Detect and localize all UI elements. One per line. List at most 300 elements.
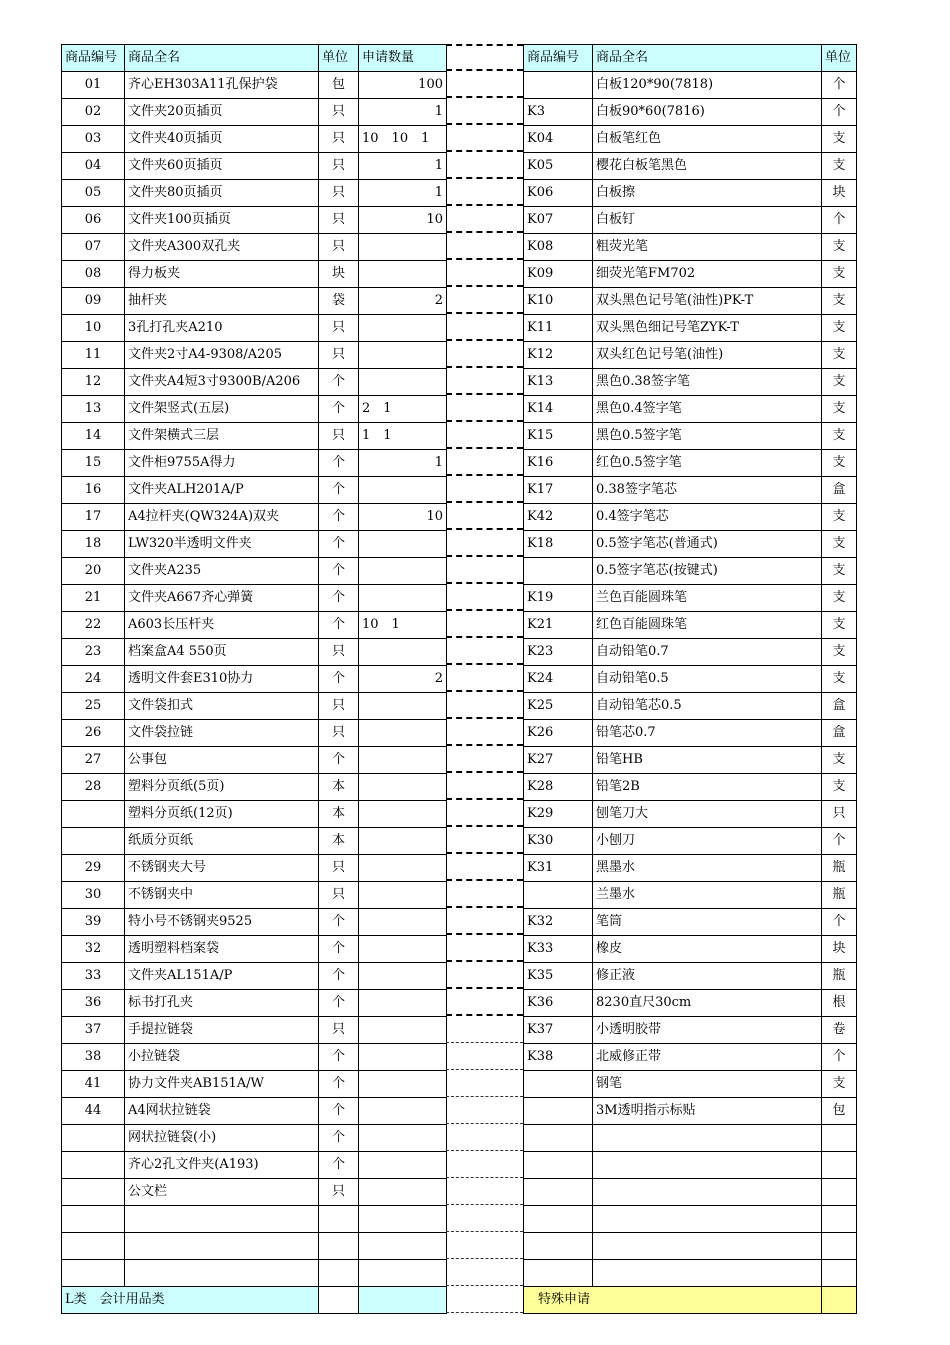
product-name-cell[interactable]: 协力文件夹AB151A/W <box>125 1071 319 1098</box>
product-name-cell[interactable]: 白板120*90(7818) <box>593 72 822 99</box>
unit-cell[interactable]: 只 <box>319 423 359 450</box>
unit-cell[interactable]: 支 <box>822 369 857 396</box>
quantity-cell[interactable] <box>359 774 447 801</box>
product-name-cell[interactable]: 0.5签字笔芯(按键式) <box>593 558 822 585</box>
unit-cell[interactable]: 只 <box>319 234 359 261</box>
product-code-cell[interactable] <box>524 1071 593 1098</box>
product-name-cell[interactable]: 不锈钢夹大号 <box>125 855 319 882</box>
product-name-cell[interactable]: 兰色百能圆珠笔 <box>593 585 822 612</box>
quantity-cell[interactable] <box>359 855 447 882</box>
product-code-cell[interactable]: 41 <box>62 1071 125 1098</box>
product-name-cell[interactable]: 双头黑色细记号笔ZYK-T <box>593 315 822 342</box>
product-name-cell[interactable]: 文件夹40页插页 <box>125 126 319 153</box>
product-name-cell[interactable]: 文件夹A4短3寸9300B/A206 <box>125 369 319 396</box>
product-name-cell[interactable]: 0.4签字笔芯 <box>593 504 822 531</box>
quantity-cell[interactable]: 10 10 1 <box>359 126 447 153</box>
product-name-cell[interactable]: 小拉链袋 <box>125 1044 319 1071</box>
product-name-cell[interactable]: 兰墨水 <box>593 882 822 909</box>
unit-cell[interactable] <box>822 1233 857 1260</box>
product-name-cell[interactable]: 橡皮 <box>593 936 822 963</box>
unit-cell[interactable]: 个 <box>319 666 359 693</box>
quantity-cell[interactable]: 1 1 <box>359 423 447 450</box>
quantity-cell[interactable] <box>359 801 447 828</box>
product-code-cell[interactable]: 01 <box>62 72 125 99</box>
product-code-cell[interactable]: K06 <box>524 180 593 207</box>
product-name-cell[interactable]: 双头黑色记号笔(油性)PK-T <box>593 288 822 315</box>
product-name-cell[interactable]: 笔筒 <box>593 909 822 936</box>
product-name-cell[interactable]: 文件夹2寸A4-9308/A205 <box>125 342 319 369</box>
product-code-cell[interactable] <box>62 1179 125 1206</box>
unit-cell[interactable]: 个 <box>319 1152 359 1179</box>
product-code-cell[interactable]: 15 <box>62 450 125 477</box>
product-name-cell[interactable]: 文件架竖式(五层) <box>125 396 319 423</box>
product-name-cell[interactable]: 文件夹20页插页 <box>125 99 319 126</box>
product-code-cell[interactable]: 28 <box>62 774 125 801</box>
unit-cell[interactable]: 包 <box>319 72 359 99</box>
product-name-cell[interactable]: 细荧光笔FM702 <box>593 261 822 288</box>
product-name-cell[interactable] <box>125 1233 319 1260</box>
product-name-cell[interactable]: 黑色0.5签字笔 <box>593 423 822 450</box>
unit-cell[interactable]: 根 <box>822 990 857 1017</box>
unit-cell[interactable]: 卷 <box>822 1017 857 1044</box>
unit-cell[interactable]: 支 <box>822 126 857 153</box>
unit-cell[interactable]: 只 <box>319 207 359 234</box>
product-name-cell[interactable]: 自动铅笔芯0.5 <box>593 693 822 720</box>
product-code-cell[interactable]: K30 <box>524 828 593 855</box>
product-name-cell[interactable]: 黑墨水 <box>593 855 822 882</box>
product-name-cell[interactable]: A603长压杆夹 <box>125 612 319 639</box>
product-name-cell[interactable] <box>125 1206 319 1233</box>
product-name-cell[interactable]: 文件袋拉链 <box>125 720 319 747</box>
product-code-cell[interactable]: 36 <box>62 990 125 1017</box>
unit-cell[interactable] <box>822 1260 857 1287</box>
quantity-cell[interactable]: 100 <box>359 72 447 99</box>
quantity-cell[interactable] <box>359 1044 447 1071</box>
product-code-cell[interactable]: 06 <box>62 207 125 234</box>
product-name-cell[interactable]: 文件柜9755A得力 <box>125 450 319 477</box>
product-name-cell[interactable]: 文件架横式三层 <box>125 423 319 450</box>
unit-cell[interactable]: 本 <box>319 774 359 801</box>
unit-cell[interactable]: 支 <box>822 234 857 261</box>
product-code-cell[interactable]: K09 <box>524 261 593 288</box>
product-code-cell[interactable] <box>62 828 125 855</box>
product-name-cell[interactable]: 樱花白板笔黑色 <box>593 153 822 180</box>
product-name-cell[interactable]: 塑料分页纸(5页) <box>125 774 319 801</box>
unit-cell[interactable]: 个 <box>319 585 359 612</box>
unit-cell[interactable] <box>319 1206 359 1233</box>
unit-cell[interactable]: 个 <box>319 747 359 774</box>
unit-cell[interactable]: 个 <box>319 450 359 477</box>
quantity-cell[interactable] <box>359 1098 447 1125</box>
product-code-cell[interactable]: K27 <box>524 747 593 774</box>
unit-cell[interactable]: 只 <box>319 720 359 747</box>
product-name-cell[interactable]: 透明塑料档案袋 <box>125 936 319 963</box>
product-code-cell[interactable]: K19 <box>524 585 593 612</box>
quantity-cell[interactable]: 1 <box>359 153 447 180</box>
product-name-cell[interactable]: 白板擦 <box>593 180 822 207</box>
unit-cell[interactable]: 瓶 <box>822 963 857 990</box>
unit-cell[interactable]: 个 <box>822 72 857 99</box>
product-code-cell[interactable]: 30 <box>62 882 125 909</box>
unit-cell[interactable]: 只 <box>319 99 359 126</box>
unit-cell[interactable]: 个 <box>822 1044 857 1071</box>
quantity-cell[interactable] <box>359 1125 447 1152</box>
product-code-cell[interactable]: 03 <box>62 126 125 153</box>
product-name-cell[interactable]: 文件夹60页插页 <box>125 153 319 180</box>
quantity-cell[interactable] <box>359 261 447 288</box>
product-code-cell[interactable] <box>62 801 125 828</box>
unit-cell[interactable]: 只 <box>319 693 359 720</box>
unit-cell[interactable]: 个 <box>319 990 359 1017</box>
product-code-cell[interactable]: K11 <box>524 315 593 342</box>
product-name-cell[interactable] <box>125 1260 319 1287</box>
unit-cell[interactable]: 支 <box>822 153 857 180</box>
product-code-cell[interactable]: K04 <box>524 126 593 153</box>
product-code-cell[interactable]: K13 <box>524 369 593 396</box>
product-code-cell[interactable]: K05 <box>524 153 593 180</box>
unit-cell[interactable] <box>319 1233 359 1260</box>
product-code-cell[interactable]: 16 <box>62 477 125 504</box>
unit-cell[interactable]: 个 <box>319 909 359 936</box>
unit-cell[interactable]: 个 <box>822 99 857 126</box>
quantity-cell[interactable] <box>359 963 447 990</box>
quantity-cell[interactable] <box>359 936 447 963</box>
unit-cell[interactable]: 个 <box>319 477 359 504</box>
unit-cell[interactable]: 只 <box>319 1179 359 1206</box>
unit-cell[interactable]: 个 <box>822 909 857 936</box>
quantity-cell[interactable] <box>359 1233 447 1260</box>
unit-cell[interactable]: 盒 <box>822 693 857 720</box>
quantity-cell[interactable] <box>359 747 447 774</box>
unit-cell[interactable]: 只 <box>319 180 359 207</box>
product-code-cell[interactable]: K10 <box>524 288 593 315</box>
product-name-cell[interactable]: 3孔打孔夹A210 <box>125 315 319 342</box>
product-code-cell[interactable] <box>524 1179 593 1206</box>
product-code-cell[interactable] <box>62 1152 125 1179</box>
product-name-cell[interactable]: 0.5签字笔芯(普通式) <box>593 531 822 558</box>
product-name-cell[interactable]: 修正液 <box>593 963 822 990</box>
unit-cell[interactable]: 支 <box>822 342 857 369</box>
product-code-cell[interactable]: K21 <box>524 612 593 639</box>
product-code-cell[interactable]: K26 <box>524 720 593 747</box>
unit-cell[interactable]: 盒 <box>822 477 857 504</box>
quantity-cell[interactable] <box>359 639 447 666</box>
product-code-cell[interactable]: 33 <box>62 963 125 990</box>
product-code-cell[interactable]: 37 <box>62 1017 125 1044</box>
unit-cell[interactable]: 瓶 <box>822 882 857 909</box>
quantity-cell[interactable]: 2 <box>359 666 447 693</box>
quantity-cell[interactable]: 2 1 <box>359 396 447 423</box>
product-code-cell[interactable]: 24 <box>62 666 125 693</box>
quantity-cell[interactable] <box>359 315 447 342</box>
product-name-cell[interactable] <box>593 1179 822 1206</box>
quantity-cell[interactable] <box>359 720 447 747</box>
product-code-cell[interactable]: 26 <box>62 720 125 747</box>
product-name-cell[interactable]: 档案盒A4 550页 <box>125 639 319 666</box>
unit-cell[interactable]: 本 <box>319 828 359 855</box>
unit-cell[interactable] <box>822 1179 857 1206</box>
product-name-cell[interactable]: 透明文件套E310协力 <box>125 666 319 693</box>
product-code-cell[interactable]: K25 <box>524 693 593 720</box>
product-code-cell[interactable]: 04 <box>62 153 125 180</box>
product-code-cell[interactable]: 21 <box>62 585 125 612</box>
quantity-cell[interactable] <box>359 693 447 720</box>
product-code-cell[interactable]: 17 <box>62 504 125 531</box>
product-code-cell[interactable]: K17 <box>524 477 593 504</box>
unit-cell[interactable]: 支 <box>822 612 857 639</box>
quantity-cell[interactable]: 1 <box>359 99 447 126</box>
quantity-cell[interactable] <box>359 342 447 369</box>
product-code-cell[interactable]: 25 <box>62 693 125 720</box>
product-code-cell[interactable]: K08 <box>524 234 593 261</box>
unit-cell[interactable]: 支 <box>822 585 857 612</box>
unit-cell[interactable]: 个 <box>319 1071 359 1098</box>
product-code-cell[interactable]: K16 <box>524 450 593 477</box>
product-name-cell[interactable]: 黑色0.38签字笔 <box>593 369 822 396</box>
product-name-cell[interactable]: 齐心2孔文件夹(A193) <box>125 1152 319 1179</box>
quantity-cell[interactable] <box>359 585 447 612</box>
quantity-cell[interactable] <box>359 369 447 396</box>
product-code-cell[interactable]: K28 <box>524 774 593 801</box>
product-name-cell[interactable]: 特小号不锈钢夹9525 <box>125 909 319 936</box>
product-code-cell[interactable]: 02 <box>62 99 125 126</box>
quantity-cell[interactable] <box>359 1179 447 1206</box>
unit-cell[interactable]: 只 <box>319 855 359 882</box>
unit-cell[interactable]: 个 <box>822 207 857 234</box>
product-name-cell[interactable]: 网状拉链袋(小) <box>125 1125 319 1152</box>
product-code-cell[interactable]: K29 <box>524 801 593 828</box>
product-name-cell[interactable]: 黑色0.4签字笔 <box>593 396 822 423</box>
product-code-cell[interactable]: K33 <box>524 936 593 963</box>
product-code-cell[interactable]: 39 <box>62 909 125 936</box>
product-code-cell[interactable] <box>524 1098 593 1125</box>
product-name-cell[interactable] <box>593 1233 822 1260</box>
product-name-cell[interactable]: 得力板夹 <box>125 261 319 288</box>
quantity-cell[interactable] <box>359 234 447 261</box>
product-code-cell[interactable]: 44 <box>62 1098 125 1125</box>
unit-cell[interactable]: 盒 <box>822 720 857 747</box>
quantity-cell[interactable]: 1 <box>359 450 447 477</box>
product-code-cell[interactable]: K23 <box>524 639 593 666</box>
unit-cell[interactable]: 只 <box>319 342 359 369</box>
product-code-cell[interactable]: K42 <box>524 504 593 531</box>
product-name-cell[interactable] <box>593 1152 822 1179</box>
unit-cell[interactable]: 支 <box>822 747 857 774</box>
product-code-cell[interactable]: 10 <box>62 315 125 342</box>
product-code-cell[interactable]: K15 <box>524 423 593 450</box>
unit-cell[interactable] <box>319 1260 359 1287</box>
product-name-cell[interactable]: 手提拉链袋 <box>125 1017 319 1044</box>
product-code-cell[interactable] <box>524 72 593 99</box>
unit-cell[interactable]: 支 <box>822 261 857 288</box>
product-code-cell[interactable]: 38 <box>62 1044 125 1071</box>
product-name-cell[interactable]: 公文栏 <box>125 1179 319 1206</box>
unit-cell[interactable]: 个 <box>319 531 359 558</box>
product-name-cell[interactable]: 铅笔HB <box>593 747 822 774</box>
unit-cell[interactable]: 个 <box>319 558 359 585</box>
quantity-cell[interactable]: 10 <box>359 504 447 531</box>
unit-cell[interactable]: 只 <box>319 1017 359 1044</box>
quantity-cell[interactable] <box>359 882 447 909</box>
product-name-cell[interactable]: 自动铅笔0.5 <box>593 666 822 693</box>
unit-cell[interactable]: 只 <box>822 801 857 828</box>
product-code-cell[interactable]: 14 <box>62 423 125 450</box>
product-name-cell[interactable]: 小透明胶带 <box>593 1017 822 1044</box>
product-code-cell[interactable]: K14 <box>524 396 593 423</box>
unit-cell[interactable]: 支 <box>822 639 857 666</box>
quantity-cell[interactable] <box>359 1071 447 1098</box>
product-code-cell[interactable] <box>62 1233 125 1260</box>
product-code-cell[interactable]: K31 <box>524 855 593 882</box>
product-name-cell[interactable]: 标书打孔夹 <box>125 990 319 1017</box>
quantity-cell[interactable] <box>359 477 447 504</box>
unit-cell[interactable]: 只 <box>319 126 359 153</box>
quantity-cell[interactable] <box>359 1206 447 1233</box>
product-name-cell[interactable] <box>593 1260 822 1287</box>
unit-cell[interactable]: 支 <box>822 315 857 342</box>
quantity-cell[interactable]: 10 1 <box>359 612 447 639</box>
unit-cell[interactable]: 支 <box>822 531 857 558</box>
product-name-cell[interactable]: 不锈钢夹中 <box>125 882 319 909</box>
quantity-cell[interactable] <box>359 531 447 558</box>
product-name-cell[interactable]: 文件夹ALH201A/P <box>125 477 319 504</box>
quantity-cell[interactable]: 10 <box>359 207 447 234</box>
quantity-cell[interactable] <box>359 1152 447 1179</box>
product-name-cell[interactable]: 文件夹100页插页 <box>125 207 319 234</box>
quantity-cell[interactable] <box>359 828 447 855</box>
product-code-cell[interactable] <box>62 1260 125 1287</box>
product-code-cell[interactable]: K18 <box>524 531 593 558</box>
product-code-cell[interactable]: 12 <box>62 369 125 396</box>
unit-cell[interactable]: 只 <box>319 639 359 666</box>
unit-cell[interactable]: 支 <box>822 423 857 450</box>
product-name-cell[interactable]: 红色0.5签字笔 <box>593 450 822 477</box>
unit-cell[interactable]: 只 <box>319 315 359 342</box>
product-code-cell[interactable] <box>524 1260 593 1287</box>
unit-cell[interactable]: 支 <box>822 1071 857 1098</box>
product-code-cell[interactable] <box>524 1233 593 1260</box>
product-code-cell[interactable]: K24 <box>524 666 593 693</box>
product-name-cell[interactable]: 塑料分页纸(12页) <box>125 801 319 828</box>
product-name-cell[interactable]: 铅笔芯0.7 <box>593 720 822 747</box>
unit-cell[interactable]: 支 <box>822 396 857 423</box>
unit-cell[interactable]: 个 <box>319 963 359 990</box>
product-name-cell[interactable] <box>593 1206 822 1233</box>
product-code-cell[interactable] <box>524 558 593 585</box>
product-code-cell[interactable] <box>524 1206 593 1233</box>
unit-cell[interactable]: 瓶 <box>822 855 857 882</box>
product-code-cell[interactable]: 22 <box>62 612 125 639</box>
product-name-cell[interactable]: 小刨刀 <box>593 828 822 855</box>
product-name-cell[interactable]: 铅笔2B <box>593 774 822 801</box>
product-code-cell[interactable]: K07 <box>524 207 593 234</box>
product-code-cell[interactable]: 29 <box>62 855 125 882</box>
unit-cell[interactable]: 支 <box>822 450 857 477</box>
product-code-cell[interactable]: 08 <box>62 261 125 288</box>
product-name-cell[interactable]: 自动铅笔0.7 <box>593 639 822 666</box>
product-name-cell[interactable]: 刨笔刀大 <box>593 801 822 828</box>
product-name-cell[interactable]: LW320半透明文件夹 <box>125 531 319 558</box>
unit-cell[interactable]: 块 <box>319 261 359 288</box>
product-code-cell[interactable] <box>524 882 593 909</box>
product-name-cell[interactable]: 文件夹A235 <box>125 558 319 585</box>
quantity-cell[interactable] <box>359 909 447 936</box>
unit-cell[interactable]: 个 <box>822 828 857 855</box>
unit-cell[interactable]: 支 <box>822 504 857 531</box>
product-name-cell[interactable]: 双头红色记号笔(油性) <box>593 342 822 369</box>
unit-cell[interactable]: 个 <box>319 396 359 423</box>
product-code-cell[interactable] <box>524 1152 593 1179</box>
product-code-cell[interactable]: K3 <box>524 99 593 126</box>
product-code-cell[interactable]: 05 <box>62 180 125 207</box>
unit-cell[interactable]: 支 <box>822 288 857 315</box>
product-code-cell[interactable]: 32 <box>62 936 125 963</box>
quantity-cell[interactable]: 2 <box>359 288 447 315</box>
product-code-cell[interactable]: K32 <box>524 909 593 936</box>
product-name-cell[interactable]: 文件夹AL151A/P <box>125 963 319 990</box>
product-name-cell[interactable]: 公事包 <box>125 747 319 774</box>
quantity-cell[interactable] <box>359 1260 447 1287</box>
unit-cell[interactable]: 支 <box>822 558 857 585</box>
product-name-cell[interactable]: A4网状拉链袋 <box>125 1098 319 1125</box>
product-name-cell[interactable]: 白板钉 <box>593 207 822 234</box>
unit-cell[interactable]: 包 <box>822 1098 857 1125</box>
unit-cell[interactable]: 支 <box>822 666 857 693</box>
product-name-cell[interactable]: 文件夹A667齐心弹簧 <box>125 585 319 612</box>
product-name-cell[interactable]: 白板笔红色 <box>593 126 822 153</box>
product-code-cell[interactable]: K12 <box>524 342 593 369</box>
product-name-cell[interactable]: 纸质分页纸 <box>125 828 319 855</box>
product-code-cell[interactable]: K36 <box>524 990 593 1017</box>
product-code-cell[interactable]: K38 <box>524 1044 593 1071</box>
product-code-cell[interactable]: K37 <box>524 1017 593 1044</box>
product-name-cell[interactable]: 钢笔 <box>593 1071 822 1098</box>
product-code-cell[interactable]: 09 <box>62 288 125 315</box>
product-name-cell[interactable]: 白板90*60(7816) <box>593 99 822 126</box>
product-name-cell[interactable]: 文件袋扣式 <box>125 693 319 720</box>
product-code-cell[interactable]: 27 <box>62 747 125 774</box>
unit-cell[interactable]: 个 <box>319 1098 359 1125</box>
product-code-cell[interactable] <box>62 1125 125 1152</box>
product-name-cell[interactable]: 3M透明指示标贴 <box>593 1098 822 1125</box>
unit-cell[interactable]: 块 <box>822 936 857 963</box>
product-code-cell[interactable]: 11 <box>62 342 125 369</box>
unit-cell[interactable]: 个 <box>319 504 359 531</box>
product-code-cell[interactable]: K35 <box>524 963 593 990</box>
product-code-cell[interactable]: 23 <box>62 639 125 666</box>
unit-cell[interactable]: 块 <box>822 180 857 207</box>
unit-cell[interactable]: 本 <box>319 801 359 828</box>
unit-cell[interactable]: 只 <box>319 153 359 180</box>
product-code-cell[interactable] <box>524 1125 593 1152</box>
product-code-cell[interactable]: 20 <box>62 558 125 585</box>
unit-cell[interactable]: 个 <box>319 612 359 639</box>
product-name-cell[interactable] <box>593 1125 822 1152</box>
product-name-cell[interactable]: 抽杆夹 <box>125 288 319 315</box>
product-code-cell[interactable]: 13 <box>62 396 125 423</box>
unit-cell[interactable]: 个 <box>319 1044 359 1071</box>
product-code-cell[interactable]: 07 <box>62 234 125 261</box>
product-name-cell[interactable]: 8230直尺30cm <box>593 990 822 1017</box>
product-code-cell[interactable]: 18 <box>62 531 125 558</box>
product-name-cell[interactable]: 文件夹A300双孔夹 <box>125 234 319 261</box>
product-name-cell[interactable]: 齐心EH303A11孔保护袋 <box>125 72 319 99</box>
product-name-cell[interactable]: 文件夹80页插页 <box>125 180 319 207</box>
unit-cell[interactable] <box>822 1206 857 1233</box>
product-name-cell[interactable]: 粗荧光笔 <box>593 234 822 261</box>
unit-cell[interactable]: 袋 <box>319 288 359 315</box>
unit-cell[interactable]: 只 <box>319 882 359 909</box>
